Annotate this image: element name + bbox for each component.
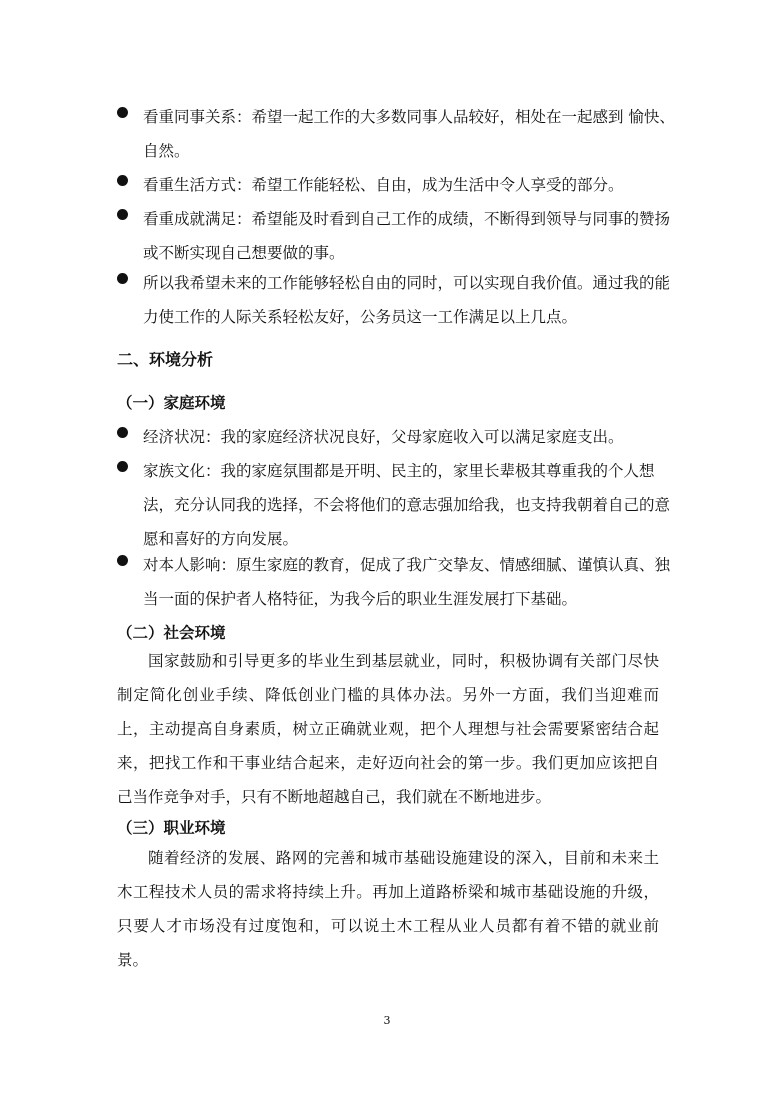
- paragraph-career: 随着经济的发展、路网的完善和城市基础设施建设的深入，目前和未来土木工程技术人员的需求将持续上升。再加上道路桥梁和城市基础设施的升级，只要人才市场没有过度饱和，可以说土木工程从业人员都有着不错的就业前景。: [117, 849, 659, 969]
- bullet-summary: [117, 266, 677, 334]
- section-heading-environment: 二、环境分析: [117, 350, 214, 369]
- bullet-dot: [117, 427, 128, 438]
- bullet-text: 所以我希望未来的工作能够轻松自由的同时，可以实现自我价值。通过我的能力使工作的人际关系轻松友好，公务员这一工作满足以上几点。: [143, 274, 671, 326]
- bullet-text: 看重生活方式：希望工作能轻松、自由，成为生活中令人享受的部分。: [143, 176, 624, 194]
- bullet-colleague-relations: [117, 100, 677, 168]
- bullet-personal-impact: [117, 548, 677, 616]
- bullet-dot: [117, 555, 128, 566]
- page-number: 3: [383, 1014, 391, 1027]
- bullet-dot: [117, 461, 128, 472]
- bullet-dot: [117, 107, 128, 118]
- subsection-heading-career: （三）职业环境: [117, 818, 226, 837]
- bullet-dot: [117, 209, 128, 220]
- bullet-text: 家族文化：我的家庭氛围都是开明、民主的，家里长辈极其尊重我的个人想法，充分认同我的选择，不会将他们的意志强加给我，也支持我朝着自己的意愿和喜好的方向发展。: [143, 462, 671, 548]
- bullet-text: 看重同事关系：希望一起工作的大多数同事人品较好，相处在一起感到 愉快、自然。: [143, 108, 675, 160]
- bullet-text: 看重成就满足：希望能及时看到自己工作的成绩，不断得到领导与同事的赞扬或不断实现自己想要做的事。: [143, 210, 671, 262]
- bullet-dot: [117, 273, 128, 284]
- bullet-achievement: [117, 202, 677, 270]
- subsection-heading-family: （一）家庭环境: [117, 393, 226, 412]
- subsection-heading-society: （二）社会环境: [117, 623, 226, 642]
- bullet-lifestyle: [117, 168, 677, 202]
- bullet-economy: [117, 420, 677, 454]
- bullet-family-culture: [117, 454, 677, 556]
- bullet-text: 对本人影响：原生家庭的教育，促成了我广交挚友、情感细腻、谨慎认真、独当一面的保护者人格特征，为我今后的职业生涯发展打下基础。: [143, 556, 671, 608]
- paragraph-society: 国家鼓励和引导更多的毕业生到基层就业，同时，积极协调有关部门尽快制定简化创业手续、降低创业门槛的具体办法。另外一方面，我们当迎难而上，主动提高自身素质，树立正确就业观，把个人理想与社会需要紧密结合起来，把找工作和干事业结合起来，走好迈向社会的第一步。我们更加应该把自己当作竞争对手，只有不断地超越自己，我们就在不断地进步。: [117, 652, 659, 806]
- bullet-text: 经济状况：我的家庭经济状况良好，父母家庭收入可以满足家庭支出。: [143, 428, 624, 446]
- bullet-dot: [117, 175, 128, 186]
